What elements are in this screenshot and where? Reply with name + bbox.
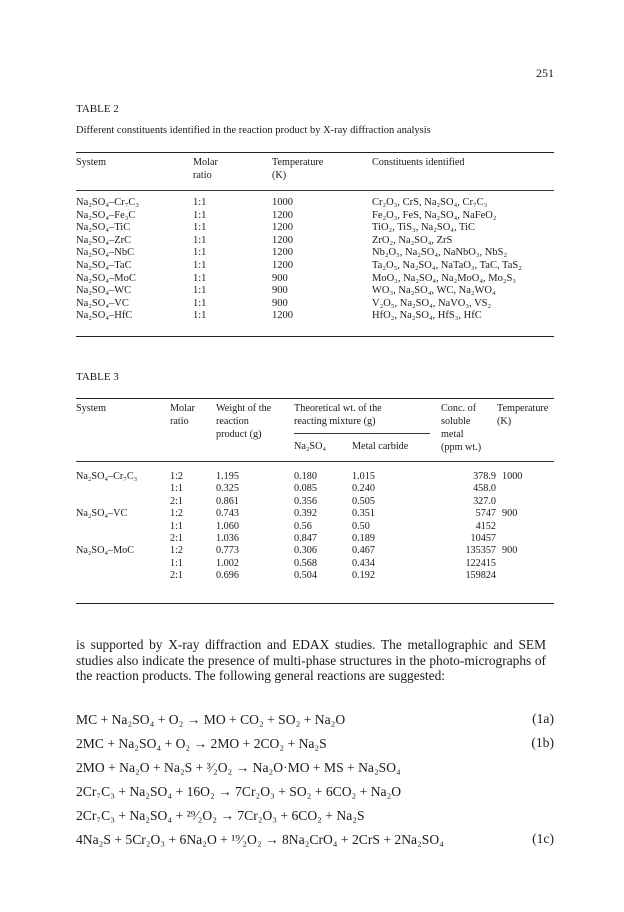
- table3-cell-conc: 135357: [465, 545, 496, 557]
- table3-cell-na2so4: 0.085: [294, 483, 317, 495]
- table2-cell-constituents: V₂O₅, Na₂SO₄, NaVO₃, VS₂: [372, 297, 492, 309]
- table3-cell-carbide: 0.50: [352, 520, 370, 532]
- table3-weight-column: [216, 471, 239, 583]
- table2-cell-ratio: 1:1: [193, 222, 207, 234]
- equation-text: 2MO + Na₂O + Na₂S + ³⁄₂O₂ → Na₂O·MO + MS + Na₂SO₄: [76, 760, 401, 775]
- table3-bottom-rule: [76, 603, 554, 604]
- equation-row: [76, 807, 554, 825]
- table2-cell-system: Na₂SO₄–VC: [76, 297, 129, 309]
- table2-cell-temperature: 1200: [272, 234, 293, 246]
- table2-cell-constituents: HfO₂, Na₂SO₄, HfS₃, HfC: [372, 310, 482, 322]
- table2-cell-ratio: 1:1: [193, 197, 207, 208]
- table3-header-metal-carbide: Metal carbide: [352, 441, 409, 452]
- table2-system-column: [76, 197, 139, 323]
- table3-header-conc: Conc. of: [441, 403, 477, 414]
- table2-cell-temperature: 1200: [272, 247, 293, 259]
- table2-cell-ratio: 1:1: [193, 209, 207, 221]
- table2-header-constituents: Constituents identified: [372, 157, 465, 168]
- equation-row: [76, 783, 554, 801]
- table2-cell-temperature: 1200: [272, 209, 293, 221]
- equation-number: (1a): [532, 711, 554, 726]
- table3-cell-ratio: 2:1: [170, 533, 184, 545]
- table2-cell-temperature: 1200: [272, 222, 293, 234]
- table3-cell-conc: 159824: [465, 570, 496, 582]
- table3-cell-system: Na₂SO₄–MoC: [76, 545, 135, 557]
- table3-cell-system: Na₂SO₄–VC: [76, 508, 128, 520]
- table3-cell-conc: 122415: [465, 557, 496, 569]
- table3-cell-weight: 1.195: [216, 471, 239, 482]
- table3-cell-ratio: 2:1: [170, 495, 184, 507]
- table2-label: TABLE 2: [76, 103, 119, 115]
- table2-cell-constituents: Nb₂O₅, Na₂SO₄, NaNbO₃, NbS₂: [372, 247, 508, 259]
- table2-cell-constituents: Fe₂O₃, FeS, Na₂SO₄, NaFeO₂: [372, 209, 497, 221]
- equation-text: 2Cr₇C₃ + Na₂SO₄ + ²⁹⁄₂O₂ → 7Cr₂O₃ + 6CO₂ + Na₂S: [76, 808, 365, 823]
- table2-cell-system: Na₂SO₄–MoC: [76, 272, 136, 284]
- table2-header-rule: [76, 190, 554, 191]
- table3-cell-temperature: [502, 533, 522, 545]
- table2-cell-ratio: 1:1: [193, 259, 207, 271]
- table2-caption: Different constituents identified in the reaction product by X-ray diffraction analysis: [76, 125, 431, 136]
- table2-header-molar: Molar: [193, 157, 218, 168]
- table3-cell-weight: 0.743: [216, 508, 239, 520]
- table3-cell-ratio: 1:2: [170, 545, 184, 557]
- table3-carbide-column: [352, 471, 375, 583]
- table3-cell-weight: 0.773: [216, 545, 239, 557]
- table3-cell-temperature: 900: [502, 508, 518, 520]
- table2-cell-ratio: 1:1: [193, 247, 207, 259]
- table2-cell-constituents: TiO₂, TiS₃, Na₂SO₄, TiC: [372, 222, 475, 234]
- table3-cell-ratio: 1:1: [170, 557, 184, 569]
- table3-cell-temperature: [502, 521, 522, 533]
- table3-cell-carbide: 0.467: [352, 545, 375, 557]
- equation-text: MC + Na₂SO₄ + O₂ → MO + CO₂ + SO₂ + Na₂O: [76, 712, 346, 727]
- table3-cell-ratio: 1:1: [170, 520, 184, 532]
- table2-temperature-column: [272, 197, 293, 323]
- equation-text: 2Cr₇C₃ + Na₂SO₄ + 16O₂ → 7Cr₂O₃ + SO₂ + 6CO₂ + Na₂O: [76, 784, 402, 799]
- table2-cell-temperature: 1200: [272, 310, 293, 322]
- table2-header-ratio: ratio: [193, 170, 212, 181]
- table3-cell-temperature: 900: [502, 545, 518, 557]
- table3-cell-temperature: 1000: [502, 471, 523, 482]
- table2-constituents-column: [372, 197, 522, 323]
- table3-na2so4-column: [294, 471, 317, 583]
- table3-cell-na2so4: 0.306: [294, 545, 317, 557]
- equation-text: 2MC + Na₂SO₄ + O₂ → 2MO + 2CO₂ + Na₂S: [76, 736, 327, 751]
- table3-cell-weight: 1.036: [216, 533, 239, 545]
- table3-cell-conc: 327.0: [473, 495, 496, 507]
- table2-cell-constituents: Ta₂O₅, Na₂SO₄, NaTaO₃, TaC, TaS₂: [372, 259, 522, 271]
- equation-number: (1c): [532, 831, 554, 846]
- table3-cell-ratio: 2:1: [170, 570, 184, 582]
- table3-system-column: [76, 471, 137, 583]
- table3-cell-conc: 10457: [470, 533, 496, 545]
- table2-cell-constituents: MoO₃, Na₂SO₄, Na₂MoO₄, Mo₂S₃: [372, 272, 517, 284]
- table3-header-ratio: ratio: [170, 416, 189, 427]
- equation-row: [76, 711, 554, 729]
- table2-bottom-rule: [76, 336, 554, 337]
- table3-cell-temperature: [502, 570, 522, 582]
- table3-cell-ratio: 1:2: [170, 471, 184, 482]
- table3-cell-system: [76, 496, 137, 508]
- table3-cell-weight: 1.002: [216, 557, 239, 569]
- table2-cell-temperature: 1000: [272, 197, 293, 208]
- table2-cell-ratio: 1:1: [193, 234, 207, 246]
- table2-cell-ratio: 1:1: [193, 272, 207, 284]
- table2-cell-temperature: 1200: [272, 259, 293, 271]
- table3-temperature-column: [502, 471, 522, 583]
- table3-cell-conc: 5747: [475, 508, 496, 520]
- table3-header-conc-2: soluble: [441, 416, 471, 427]
- table2-cell-system: Na₂SO₄–TaC: [76, 259, 132, 271]
- table3-cell-conc: 4152: [475, 520, 496, 532]
- table3-header-theoretical-2: reacting mixture (g): [294, 416, 376, 427]
- page-number: 251: [536, 66, 554, 80]
- table2-ratio-column: [193, 197, 206, 323]
- table3-ratio-column: [170, 471, 183, 583]
- table3-cell-system: [76, 570, 137, 582]
- table2-cell-system: Na₂SO₄–WC: [76, 285, 132, 297]
- table2-cell-constituents: WO₃, Na₂SO₄, WC, Na₂WO₄: [372, 285, 496, 297]
- table3-cell-na2so4: 0.356: [294, 495, 317, 507]
- table3-cell-temperature: [502, 483, 522, 495]
- table3-cell-na2so4: 0.504: [294, 570, 317, 582]
- table3-cell-temperature: [502, 558, 522, 570]
- table3-cell-carbide: 0.192: [352, 570, 375, 582]
- table2-header-temp-unit: (K): [272, 170, 287, 181]
- table2-cell-system: Na₂SO₄–Fe₃C: [76, 209, 136, 221]
- table2-cell-ratio: 1:1: [193, 310, 207, 322]
- table3-cell-conc: 378.9: [473, 471, 496, 482]
- table3-cell-weight: 0.861: [216, 495, 239, 507]
- table3-cell-na2so4: 0.56: [294, 520, 312, 532]
- table3-cell-carbide: 0.351: [352, 508, 375, 520]
- table3-cell-na2so4: 0.392: [294, 508, 317, 520]
- table3-header-temperature: Temperature: [497, 403, 549, 414]
- table2-cell-system: Na₂SO₄–ZrC: [76, 234, 132, 246]
- table2-cell-constituents: Cr₂O₃, CrS, Na₂SO₄, Cr₇C₃: [372, 197, 488, 208]
- equation-number: (1b): [531, 735, 554, 750]
- table3-cell-carbide: 0.189: [352, 533, 375, 545]
- table3-header-conc-3: metal: [441, 429, 464, 440]
- table3-header-conc-4: (ppm wt.): [441, 442, 482, 453]
- table3-cell-system: [76, 521, 137, 533]
- table3-cell-carbide: 0.434: [352, 557, 375, 569]
- equation-row: [76, 759, 554, 777]
- table2-cell-temperature: 900: [272, 297, 288, 309]
- table2-cell-constituents: ZrO₂, Na₂SO₄, ZrS: [372, 234, 453, 246]
- table3-cell-carbide: 0.240: [352, 483, 375, 495]
- table3-header-weight-3: product (g): [216, 429, 262, 440]
- table3-header-theoretical: Theoretical wt. of the: [294, 403, 382, 414]
- table3-header-temp-unit: (K): [497, 416, 512, 427]
- table3-cell-system: [76, 533, 137, 545]
- table3-cell-weight: 0.696: [216, 570, 239, 582]
- table2-cell-ratio: 1:1: [193, 297, 207, 309]
- table3-cell-conc: 458.0: [473, 483, 496, 495]
- table3-header-system: System: [76, 403, 107, 414]
- table2-top-rule: [76, 152, 554, 153]
- table3-label: TABLE 3: [76, 371, 119, 383]
- table2-cell-temperature: 900: [272, 272, 288, 284]
- table2-cell-system: Na₂SO₄–Cr₇C₃: [76, 197, 140, 208]
- equation-row: [76, 735, 554, 753]
- table3-cell-temperature: [502, 496, 522, 508]
- table3-cell-na2so4: 0.847: [294, 533, 317, 545]
- table3-cell-na2so4: 0.568: [294, 557, 317, 569]
- table3-cell-ratio: 1:2: [170, 508, 184, 520]
- table3-cell-weight: 1.060: [216, 520, 239, 532]
- equation-text: 4Na₂S + 5Cr₂O₃ + 6Na₂O + ¹⁹⁄₂O₂ → 8Na₂CrO₄ + 2CrS + 2Na₂SO₄: [76, 832, 444, 847]
- table3-cell-carbide: 1.015: [352, 471, 375, 482]
- table3-header-na2so4: Na₂SO₄: [294, 441, 327, 452]
- body-paragraph: is supported by X-ray diffraction and EDAX studies. The metallographic and SEM studies also indicate the presence of multi-phase structures in the photo-micrographs of the reaction products. The following general reactions are suggested:: [76, 637, 546, 683]
- table3-cell-weight: 0.325: [216, 483, 239, 495]
- table2-header-system: System: [76, 157, 107, 168]
- table2-cell-temperature: 900: [272, 285, 288, 297]
- table3-header-weight-2: reaction: [216, 416, 249, 427]
- table3-cell-system: [76, 483, 137, 495]
- table3-header-molar: Molar: [170, 403, 195, 414]
- table3-header-rule: [76, 461, 554, 462]
- table3-cell-system: [76, 558, 137, 570]
- table2-cell-system: Na₂SO₄–TiC: [76, 222, 131, 234]
- table3-cell-na2so4: 0.180: [294, 471, 317, 482]
- equation-row: [76, 831, 554, 849]
- table3-cell-ratio: 1:1: [170, 483, 184, 495]
- table2-cell-system: Na₂SO₄–HfC: [76, 310, 133, 322]
- table2-cell-ratio: 1:1: [193, 285, 207, 297]
- table3-conc-column: [428, 471, 496, 583]
- table3-top-rule: [76, 398, 554, 399]
- table3-subheader-rule: [294, 433, 430, 434]
- table3-header-weight: Weight of the: [216, 403, 272, 414]
- table2-cell-system: Na₂SO₄–NbC: [76, 247, 135, 259]
- table2-header-temperature: Temperature: [272, 157, 324, 168]
- table3-cell-carbide: 0.505: [352, 495, 375, 507]
- table3-cell-system: Na₂SO₄–Cr₇C₃: [76, 471, 138, 482]
